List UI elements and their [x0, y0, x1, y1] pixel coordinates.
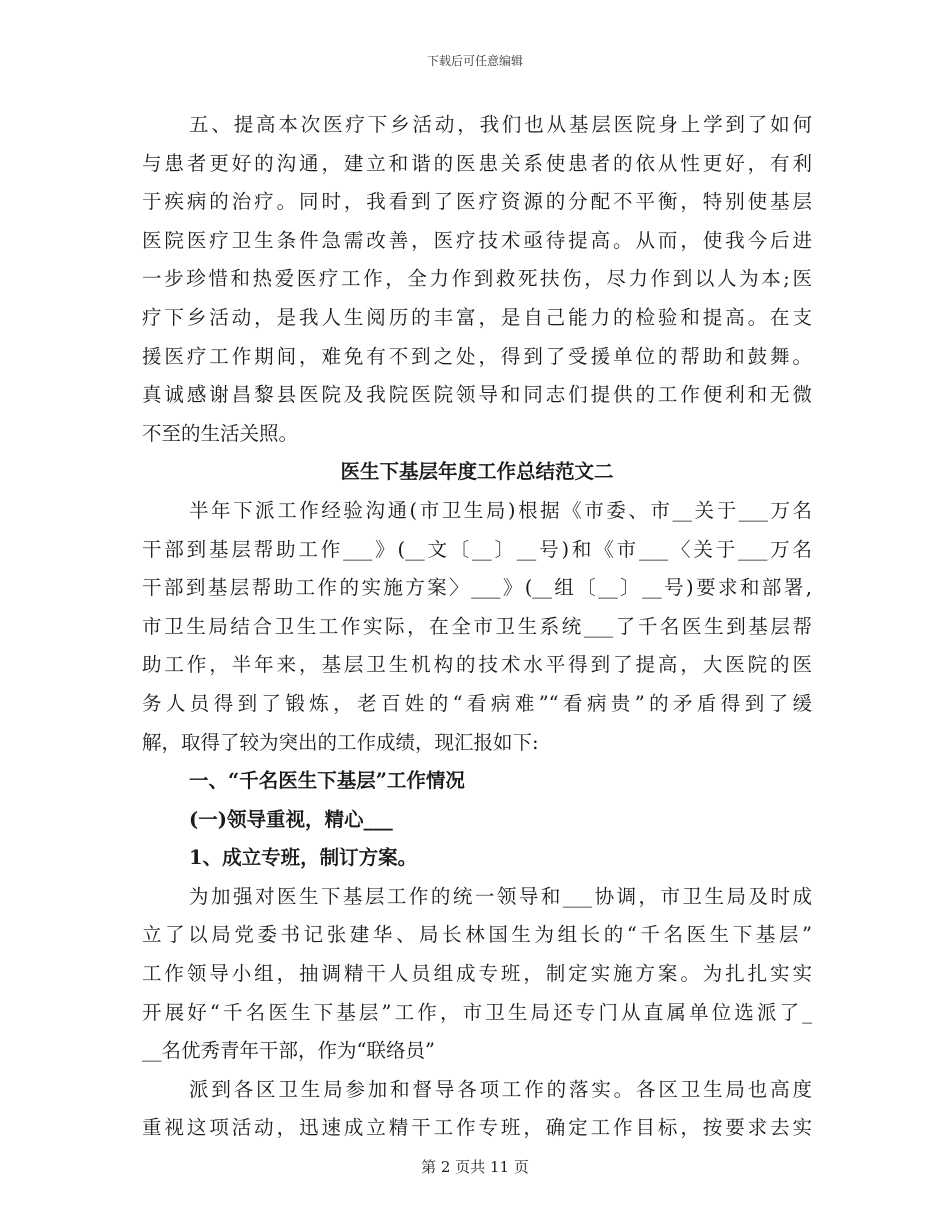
heading-level-1: 一、“千名医生下基层”工作情况 [189, 769, 465, 793]
page-footer: 第 2 页共 11 页 [421, 1158, 529, 1176]
paragraph-line: 五、提高本次医疗下乡活动，我们也从基层医院身上学到了如何 [189, 113, 812, 136]
paragraph-line: 工作领导小组，抽调精干人员组成专班，制定实施方案。为扎扎实实 [142, 962, 812, 986]
heading-level-3: 1、成立专班，制订方案。 [189, 846, 418, 870]
paragraph-line: 务人员得到了锻炼，老百姓的“看病难”“看病贵”的矛盾得到了缓 [142, 691, 812, 715]
paragraph-line: 干部到基层帮助工作___》(__文〔__〕__号)和《市___〈关于___万名 [142, 537, 812, 561]
heading-level-2: (一)领导重视，精心___ [189, 807, 393, 831]
section-title: 医生下基层年度工作总结范文二 [340, 460, 614, 484]
paragraph-line: 援医疗工作期间，难免有不到之处，得到了受援单位的帮助和鼓舞。 [142, 344, 812, 368]
paragraph-line: 真诚感谢昌黎县医院及我院医院领导和同志们提供的工作便利和无微 [142, 383, 812, 407]
paragraph-line: 半年下派工作经验沟通(市卫生局)根据《市委、市__关于___万名 [189, 498, 812, 522]
paragraph-line: 市卫生局结合卫生工作实际，在全市卫生系统___了千名医生到基层帮 [142, 614, 812, 638]
paragraph-line: 一步珍惜和热爱医疗工作，全力作到救死扶伤，尽力作到以人为本;医 [142, 267, 812, 291]
document-body [142, 106, 812, 1148]
paragraph-line: 解，取得了较为突出的工作成绩，现汇报如下: [142, 730, 539, 754]
page-header: 下载后可任意编辑 [426, 54, 523, 68]
paragraph-line: 派到各区卫生局参加和督导各项工作的落实。各区卫生局也高度 [189, 1077, 812, 1101]
paragraph-line: 于疾病的治疗。同时，我看到了医疗资源的分配不平衡，特别使基层 [142, 190, 812, 214]
paragraph-line: 为加强对医生下基层工作的统一领导和___协调，市卫生局及时成 [189, 884, 812, 908]
paragraph-line: 开展好“千名医生下基层”工作，市卫生局还专门从直属单位选派了_ [142, 1000, 812, 1024]
paragraph-line: __名优秀青年干部，作为“联络员” [142, 1039, 435, 1063]
paragraph-line: 不至的生活关照。 [142, 421, 299, 445]
paragraph-line: 与患者更好的沟通，建立和谐的医患关系使患者的依从性更好，有利 [142, 151, 812, 175]
paragraph-line: 重视这项活动，迅速成立精干工作专班，确定工作目标，按要求去实 [142, 1116, 812, 1140]
paragraph-line: 疗下乡活动，是我人生阅历的丰富，是自己能力的检验和提高。在支 [142, 305, 812, 329]
paragraph-line: 立了以局党委书记张建华、局长林国生为组长的“千名医生下基层” [142, 923, 812, 947]
paragraph-line: 干部到基层帮助工作的实施方案〉___》(__组〔__〕__号)要求和部署, [142, 576, 812, 600]
paragraph-line: 助工作，半年来，基层卫生机构的技术水平得到了提高，大医院的医 [142, 653, 812, 677]
paragraph-line: 医院医疗卫生条件急需改善，医疗技术亟待提高。从而，使我今后进 [142, 228, 812, 252]
